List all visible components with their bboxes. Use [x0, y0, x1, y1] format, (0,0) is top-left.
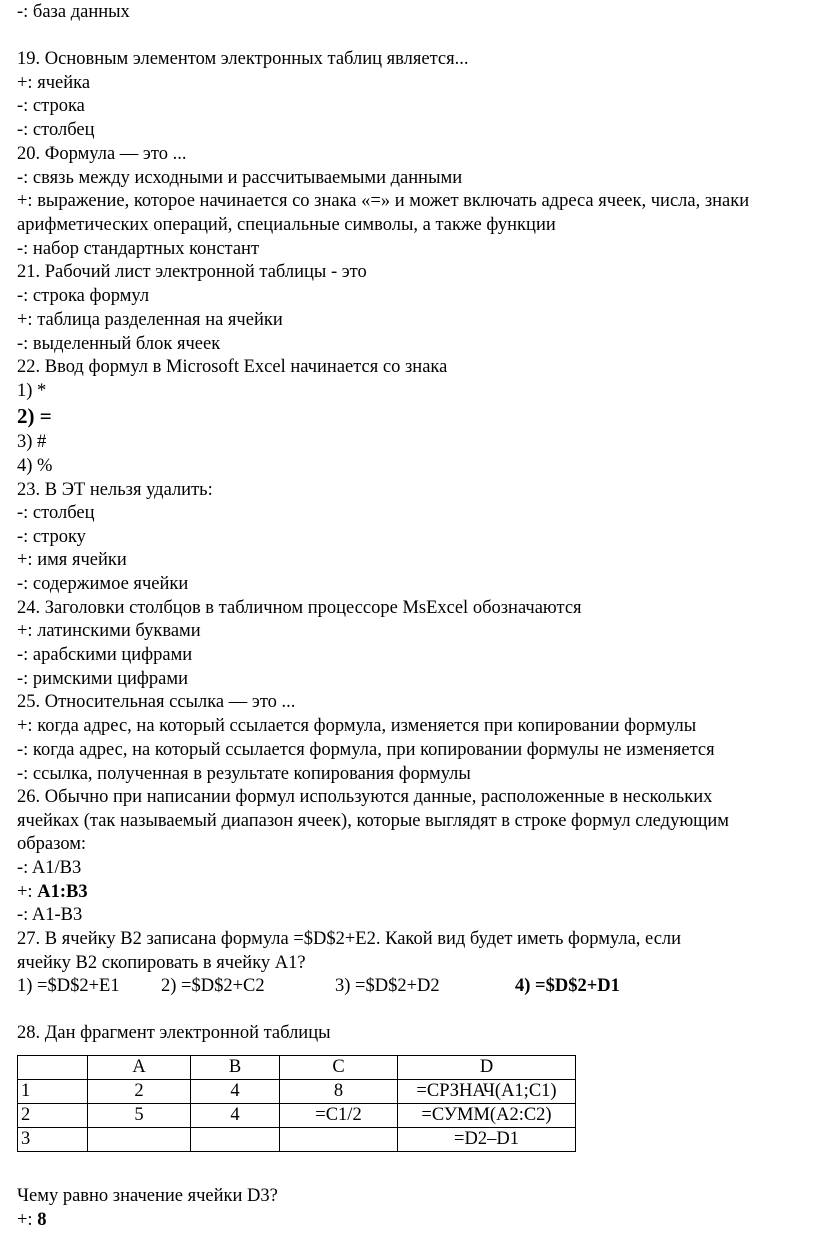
header-cell: A [88, 1056, 191, 1080]
answer-line: -: арабскими цифрами [17, 645, 193, 665]
answer-line: +: латинскими буквами [17, 621, 201, 641]
row-number-cell: 3 [18, 1128, 88, 1152]
answer-line: -: ссылка, полученная в результате копирования формулы [17, 764, 471, 784]
question-22: 22. Ввод формул в Microsoft Excel начинается со знака [17, 357, 448, 377]
q27-option: 3) =$D$2+D2 [335, 976, 440, 996]
answer-line: -: когда адрес, на который ссылается формула, при копировании формулы не изменяется [17, 740, 715, 760]
answer-prefix: +: [17, 882, 38, 902]
question-19: 19. Основным элементом электронных таблиц является... [17, 49, 469, 69]
correct-answer-line [17, 1208, 46, 1232]
table-cell: 4 [191, 1080, 280, 1104]
header-cell [18, 1056, 88, 1080]
table-row [18, 1080, 576, 1104]
answer-line: -: римскими цифрами [17, 669, 188, 689]
q27-correct-option: 4) =$D$2+D1 [515, 976, 620, 996]
correct-answer-line [17, 880, 88, 904]
q27-option: 2) =$D$2+C2 [161, 976, 265, 996]
answer-line: +: ячейка [17, 73, 91, 93]
question-26-cont: ячейках (так называемый диапазон ячеек), которые выглядят в строке формул следующим [17, 811, 729, 831]
answer-line: -: выделенный блок ячеек [17, 334, 221, 354]
answer-line: +: таблица разделенная на ячейки [17, 310, 283, 330]
header-cell: B [191, 1056, 280, 1080]
spreadsheet-fragment-table [17, 1055, 576, 1152]
table-cell [280, 1128, 398, 1152]
text-line: -: база данных [17, 2, 130, 22]
answer-line: 4) % [17, 456, 53, 476]
header-cell: D [398, 1056, 576, 1080]
q27-option: 1) =$D$2+E1 [17, 976, 120, 996]
answer-line: 3) # [17, 432, 47, 452]
header-cell: C [280, 1056, 398, 1080]
table-cell: 8 [280, 1080, 398, 1104]
table-row [18, 1128, 576, 1152]
row-number-cell: 1 [18, 1080, 88, 1104]
question-26: 26. Обычно при написании формул используются данные, расположенные в нескольких [17, 787, 713, 807]
answer-line: -: столбец [17, 120, 95, 140]
question-27: 27. В ячейку B2 записана формула =$D$2+E2. Какой вид будет иметь формула, если [17, 929, 682, 949]
table-header-row [18, 1056, 576, 1080]
table-row [18, 1104, 576, 1128]
table-cell: =C1/2 [280, 1104, 398, 1128]
question-21: 21. Рабочий лист электронной таблицы - это [17, 262, 367, 282]
correct-answer-line: 2) = [17, 404, 52, 428]
table-cell: =D2–D1 [398, 1128, 576, 1152]
answer-line: -: набор стандартных констант [17, 239, 260, 259]
answer-line: -: строка [17, 96, 85, 116]
answer-value: 8 [37, 1210, 47, 1230]
answer-line: -: строку [17, 527, 86, 547]
question-28: 28. Дан фрагмент электронной таблицы [17, 1023, 331, 1043]
answer-line: 1) * [17, 381, 47, 401]
table-cell [191, 1128, 280, 1152]
question-24: 24. Заголовки столбцов в табличном процессоре MsExcel обозначаются [17, 598, 582, 618]
answer-line: -: строка формул [17, 286, 150, 306]
question-20: 20. Формула — это ... [17, 144, 187, 164]
row-number-cell: 2 [18, 1104, 88, 1128]
answer-line: арифметических операций, специальные символы, а также функции [17, 215, 556, 235]
table-cell: =СУММ(A2:C2) [398, 1104, 576, 1128]
answer-line: -: A1-B3 [17, 905, 83, 925]
table-cell: 5 [88, 1104, 191, 1128]
answer-line: -: столбец [17, 503, 95, 523]
q27-options [17, 974, 620, 998]
question-26-cont: образом: [17, 834, 87, 854]
question-23: 23. В ЭТ нельзя удалить: [17, 480, 213, 500]
answer-value: A1:B3 [37, 882, 88, 902]
answer-line: -: содержимое ячейки [17, 574, 189, 594]
answer-line: -: связь между исходными и рассчитываемыми данными [17, 168, 463, 188]
answer-line: +: имя ячейки [17, 550, 127, 570]
question-27-cont: ячейку B2 скопировать в ячейку A1? [17, 953, 306, 973]
answer-prefix: +: [17, 1210, 38, 1230]
table-cell: 4 [191, 1104, 280, 1128]
q28-question: Чему равно значение ячейки D3? [17, 1186, 278, 1206]
table-cell: 2 [88, 1080, 191, 1104]
answer-line: -: A1/B3 [17, 858, 82, 878]
table-cell: =СРЗНАЧ(A1;C1) [398, 1080, 576, 1104]
table-cell [88, 1128, 191, 1152]
question-25: 25. Относительная ссылка — это ... [17, 692, 296, 712]
answer-line: +: когда адрес, на который ссылается формула, изменяется при копировании формулы [17, 716, 697, 736]
answer-line: +: выражение, которое начинается со знака «=» и может включать адреса ячеек, числа, знаки [17, 191, 750, 211]
